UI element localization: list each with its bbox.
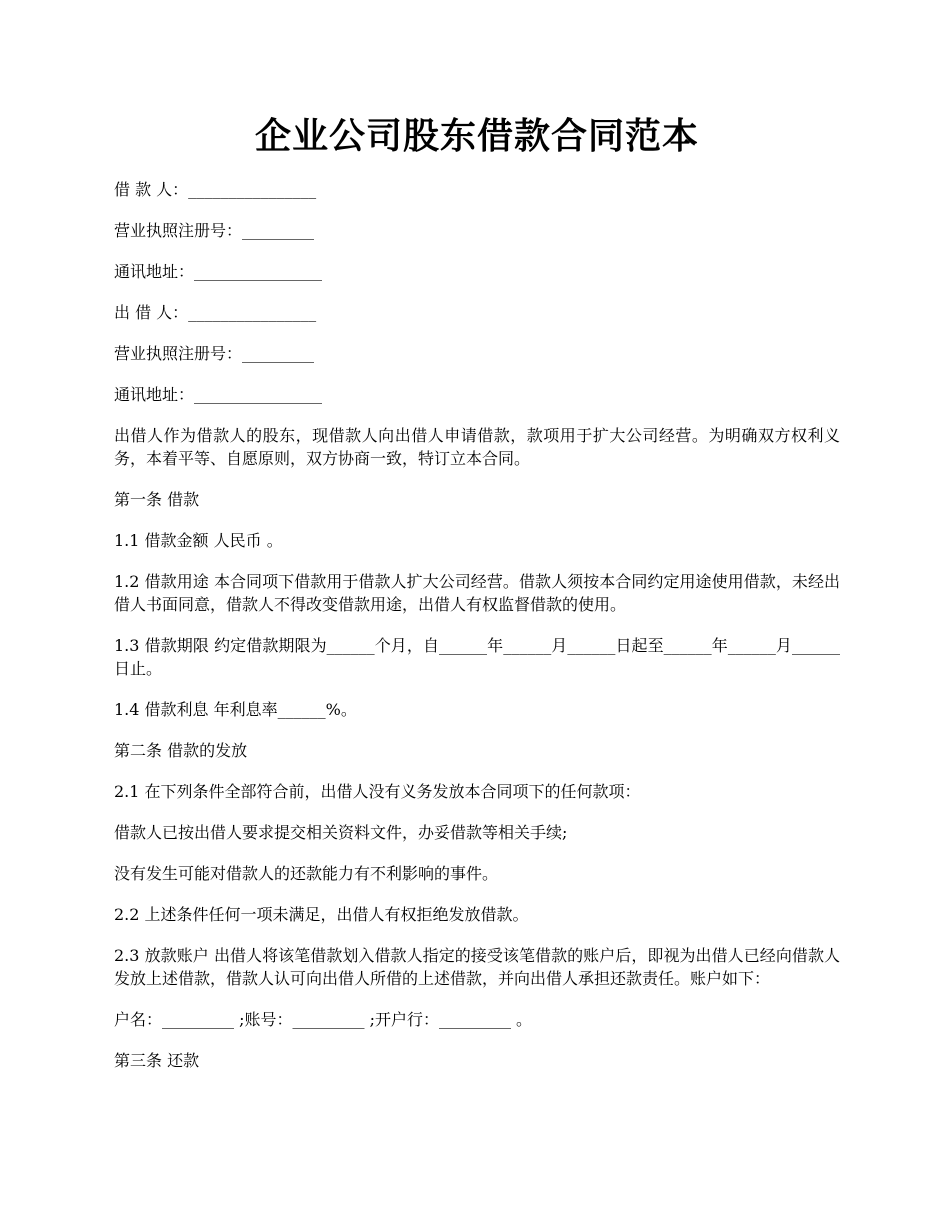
borrower-address-line: 通讯地址：________________	[114, 262, 323, 281]
lender-line: 出 借 人：________________	[114, 303, 317, 322]
borrower-line: 借 款 人：________________	[114, 180, 317, 199]
clause-1-4: 1.4 借款利息 年利息率______%。	[114, 700, 357, 719]
article-3-heading: 第三条 还款	[114, 1051, 200, 1070]
lender-license-line: 营业执照注册号：_________	[114, 344, 315, 363]
document-title: 企业公司股东借款合同范本	[254, 115, 699, 157]
borrower-license-line: 营业执照注册号：_________	[114, 221, 315, 240]
clause-2-3: 2.3 放款账户 出借人将该笔借款划入借款人指定的接受该笔借款的账户后，即视为出借人已经向借款人发放上述借款，借款人认可向出借人所借的上述借款，并向出借人承担还款责任。账户如下：	[114, 946, 840, 988]
clause-2-1: 2.1 在下列条件全部符合前，出借人没有义务发放本合同项下的任何款项：	[114, 782, 641, 801]
document-page	[114, 108, 840, 1090]
article-1-heading: 第一条 借款	[114, 490, 200, 509]
clause-1-2: 1.2 借款用途 本合同项下借款用于借款人扩大公司经营。借款人须按本合同约定用途使用借款，未经出借人书面同意，借款人不得改变借款用途，出借人有权监督借款的使用。	[114, 572, 840, 614]
preamble-paragraph: 出借人作为借款人的股东，现借款人向出借人申请借款，款项用于扩大公司经营。为明确双方权利义务，本着平等、自愿原则，双方协商一致，特订立本合同。	[114, 426, 840, 468]
article-2-heading: 第二条 借款的发放	[114, 741, 248, 760]
clause-1-3: 1.3 借款期限 约定借款期限为______个月，自______年______月______日起至______年______月______日止。	[114, 636, 840, 678]
clause-2-2: 2.2 上述条件任何一项未满足，出借人有权拒绝发放借款。	[114, 905, 529, 924]
lender-address-line: 通讯地址：________________	[114, 385, 323, 404]
account-info-line: 户名：_________ ;账号：_________ ;开户行：_________ 。	[114, 1010, 533, 1029]
clause-1-1: 1.1 借款金额 人民币 。	[114, 531, 283, 550]
condition-item-2: 没有发生可能对借款人的还款能力有不利影响的事件。	[114, 864, 499, 883]
condition-item-1: 借款人已按出借人要求提交相关资料文件，办妥借款等相关手续;	[114, 823, 568, 842]
